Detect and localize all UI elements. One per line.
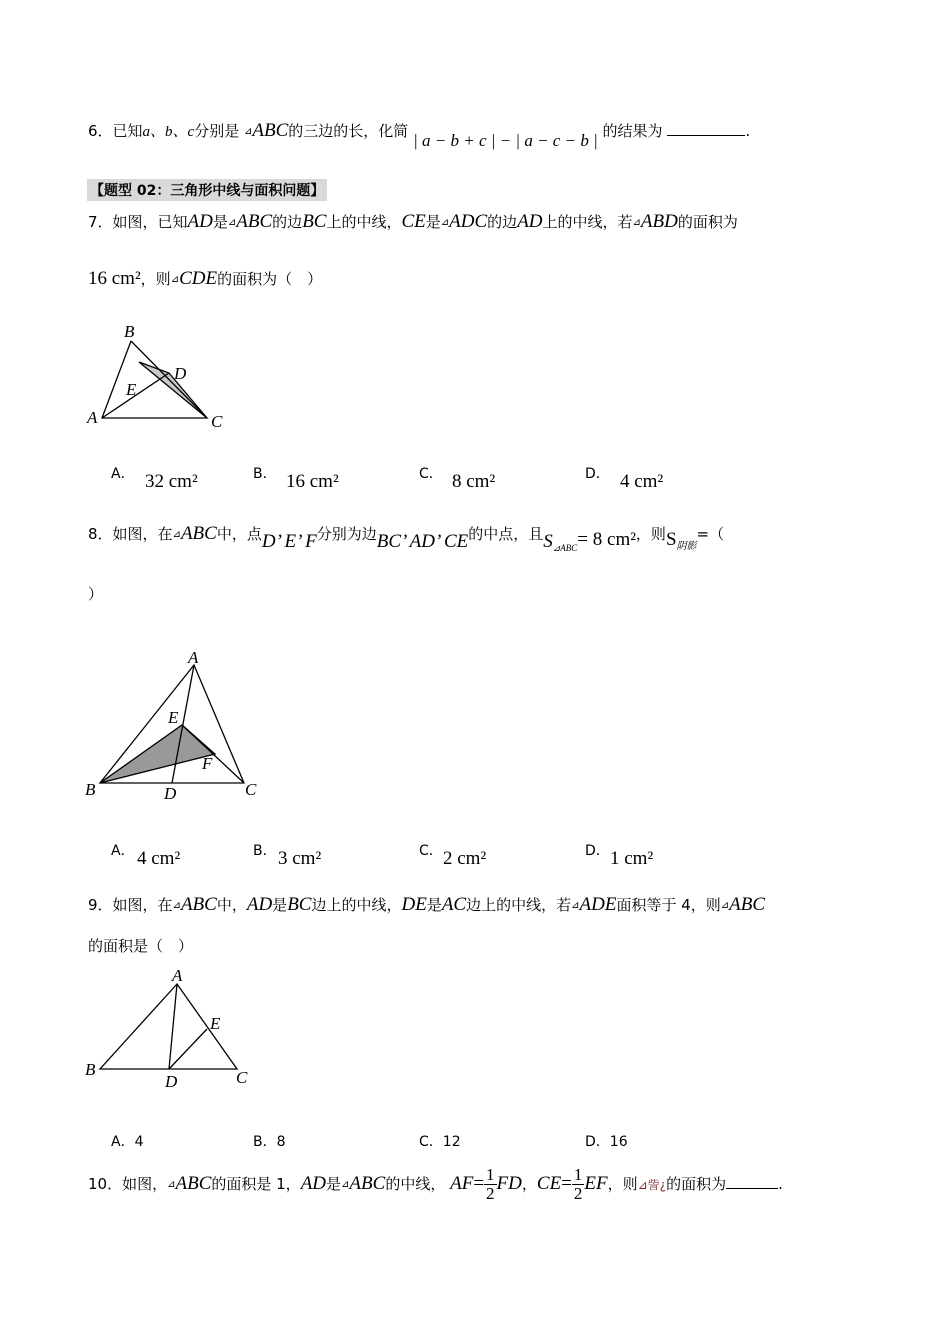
q7-line1: 7．如图，已知AD是⊿ABC的边BC上的中线，CE是⊿ADC的边AD上的中线，若⊿ABD的面积为: [88, 211, 738, 232]
answer-blank[interactable]: [726, 1174, 778, 1189]
q9-option-c[interactable]: C．12: [419, 1134, 461, 1150]
q7-option-a[interactable]: A．: [111, 466, 135, 482]
label-B: B: [85, 780, 96, 799]
q7-line2: 16 cm²，则⊿CDE的面积为（ ）: [88, 268, 323, 289]
label-D: D: [165, 1072, 178, 1091]
section-heading: 【题型 02：三角形中线与面积问题】: [87, 179, 327, 201]
q7-option-b-value: 16 cm²: [286, 471, 339, 492]
q8-option-a-value: 4 cm²: [137, 848, 181, 869]
q9-option-b[interactable]: B．8: [253, 1134, 286, 1150]
q8-figure: [82, 645, 272, 805]
q6-expression: | a − b + c | − | a − c − b |: [413, 131, 598, 150]
triangle-abc: [102, 341, 207, 418]
label-A: A: [172, 966, 183, 985]
q7-option-a-value: 32 cm²: [145, 471, 198, 492]
q8-option-c-value: 2 cm²: [443, 848, 487, 869]
q9-line2: 的面积是（ ）: [88, 937, 194, 955]
shaded-triangle-bef: [100, 725, 215, 783]
q7-option-d-value: 4 cm²: [620, 471, 664, 492]
label-E: E: [126, 380, 137, 399]
q8-line1: 8．如图，在⊿ABC中，点D’ E’ F分别为边BC’ AD’ CE的中点，且$S_{⊿ABC}= 8$ cm²，则$S_{阴影}=$（: [88, 523, 725, 553]
median-de: [169, 1029, 207, 1069]
q8-line2: ）: [88, 585, 104, 603]
q8-option-b-value: 3 cm²: [278, 848, 322, 869]
label-B: B: [85, 1060, 96, 1079]
answer-blank[interactable]: [667, 121, 745, 136]
label-A: A: [188, 648, 199, 667]
q9-figure: [82, 962, 262, 1092]
label-B: B: [124, 322, 135, 341]
label-C: C: [236, 1068, 248, 1087]
label-C: C: [245, 780, 257, 799]
q10-line: 10．如图，⊿ABC的面积是 1，AD是⊿ABC的中线， AF= $\frac{1}{2}$ FD，CE= $\frac{1}{2}$ EF，则⊿訾¿的面积为 .: [88, 1165, 783, 1203]
q7-option-d[interactable]: D．: [585, 466, 610, 482]
q8-option-b[interactable]: B．: [253, 843, 277, 859]
q8-option-a[interactable]: A．: [111, 843, 135, 859]
q9-option-d[interactable]: D．16: [585, 1134, 628, 1150]
label-D: D: [164, 784, 177, 803]
label-D: D: [174, 364, 187, 383]
q6-line: 6．已知a、b、c分别是 ⊿ABC的三边的长，化简 | a − b + c | − | a − c − b | 的结果为 .: [88, 120, 751, 150]
q7-option-b[interactable]: B．: [253, 466, 277, 482]
label-E: E: [210, 1014, 221, 1033]
q7-figure: [84, 318, 244, 438]
q9-option-a[interactable]: A．4: [111, 1134, 144, 1150]
fraction-half: $\frac{1}{2}$: [486, 1165, 495, 1203]
fraction-half-2: $\frac{1}{2}$: [573, 1165, 583, 1203]
label-C: C: [211, 412, 223, 431]
label-E: E: [168, 708, 179, 727]
q8-option-d[interactable]: D．: [585, 843, 610, 859]
shaded-triangle-cde: [139, 362, 207, 418]
q7-option-c-value: 8 cm²: [452, 471, 496, 492]
label-A: A: [87, 408, 98, 427]
label-F: F: [202, 754, 213, 773]
median-ad: [169, 984, 177, 1069]
q8-option-c[interactable]: C．: [419, 843, 443, 859]
q8-option-d-value: 1 cm²: [610, 848, 654, 869]
q9-line1: 9．如图，在⊿ABC中，AD是BC边上的中线，DE是AC边上的中线，若⊿ADE面积等于 4，则⊿ABC: [88, 894, 766, 915]
q7-option-c[interactable]: C．: [419, 466, 443, 482]
